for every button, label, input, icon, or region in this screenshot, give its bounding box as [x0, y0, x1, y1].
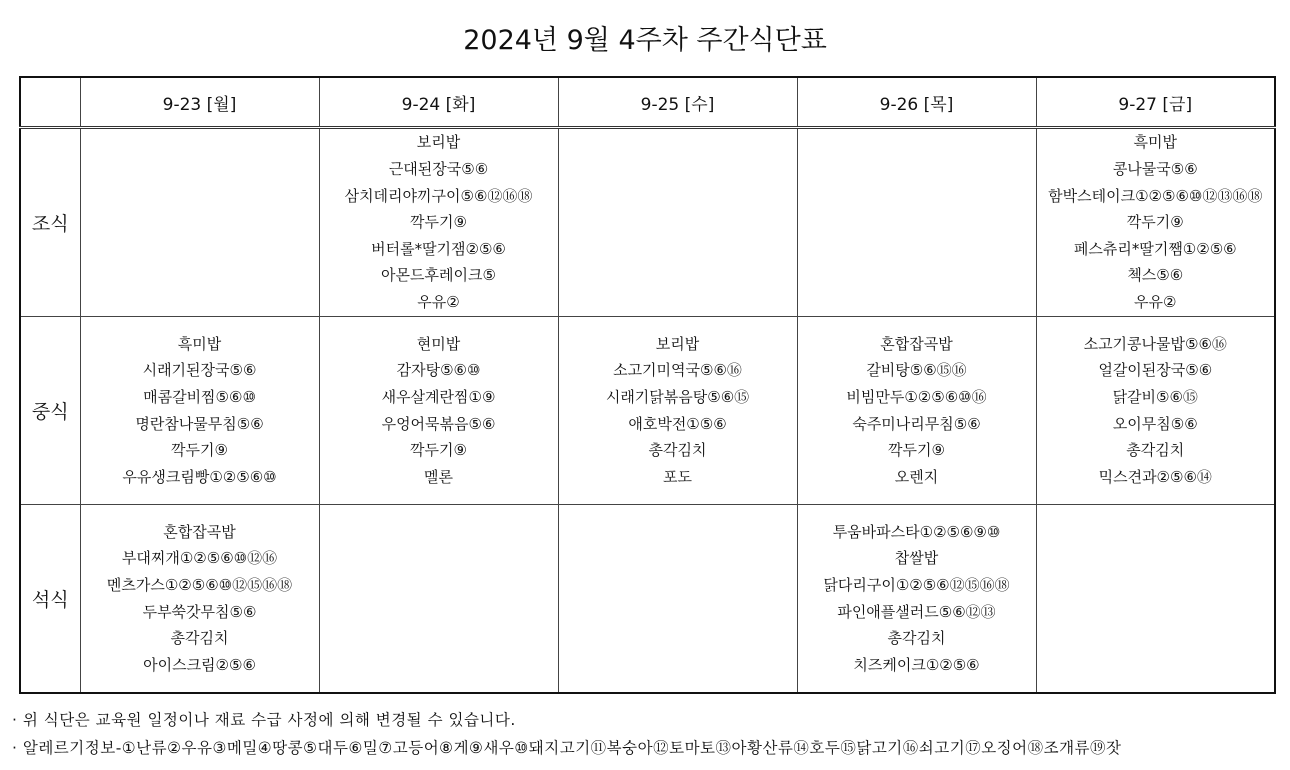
breakfast-row	[20, 128, 1275, 317]
menu-item: 숙주미나리무침⑤⑥	[852, 414, 981, 433]
meal-label: 석식	[20, 505, 80, 694]
menu-item: 총각김치	[170, 629, 229, 648]
day-header: 9-24 [화]	[319, 77, 558, 128]
menu-cell	[1036, 317, 1275, 505]
menu-item: 포도	[663, 467, 692, 486]
day-header: 9-27 [금]	[1036, 77, 1275, 128]
menu-item: 갈비탕⑤⑥⑮⑯	[866, 361, 967, 380]
menu-item: 비빔만두①②⑤⑥⑩⑯	[846, 387, 987, 406]
menu-item: 깍두기⑨	[410, 441, 467, 460]
menu-cell	[558, 317, 797, 505]
lunch-row	[20, 317, 1275, 505]
day-header: 9-23 [월]	[80, 77, 319, 128]
menu-cell	[319, 317, 558, 505]
menu-item: 소고기미역국⑤⑥⑯	[613, 361, 742, 380]
menu-item: 우유②	[1134, 292, 1177, 311]
menu-cell	[80, 505, 319, 694]
corner-cell	[20, 77, 80, 128]
menu-cell	[80, 317, 319, 505]
menu-item: 흑미밥	[177, 334, 222, 353]
menu-item: 오이무침⑤⑥	[1112, 414, 1198, 433]
menu-item: 아이스크림②⑤⑥	[143, 655, 256, 674]
menu-item: 총각김치	[1126, 441, 1185, 460]
menu-item: 시래기된장국⑤⑥	[142, 361, 257, 380]
menu-item: 명란참나물무침⑤⑥	[135, 414, 264, 433]
menu-item: 파인애플샐러드⑤⑥⑫⑬	[837, 602, 996, 621]
menu-item: 보리밥	[416, 133, 461, 152]
menu-item: 깍두기⑨	[1126, 213, 1184, 232]
menu-item: 닭다리구이①②⑤⑥⑫⑮⑯⑱	[823, 575, 1010, 594]
menu-cell	[319, 505, 558, 694]
menu-item: 새우살계란찜①⑨	[381, 387, 496, 406]
menu-item: 시래기닭볶음탕⑤⑥⑮	[605, 387, 750, 406]
menu-item: 멜론	[424, 467, 453, 486]
menu-item: 근대된장국⑤⑥	[388, 160, 489, 179]
menu-cell	[797, 128, 1036, 317]
menu-item: 보리밥	[655, 334, 700, 353]
dinner-row	[20, 505, 1275, 694]
menu-item: 부대찌개①②⑤⑥⑩⑫⑯	[121, 549, 278, 568]
menu-item: 찹쌀밥	[894, 549, 939, 568]
menu-item: 첵스⑤⑥	[1127, 266, 1184, 285]
menu-item: 함박스테이크①②⑤⑥⑩⑫⑬⑯⑱	[1048, 186, 1263, 205]
meal-label: 조식	[20, 128, 80, 317]
menu-cell	[797, 317, 1036, 505]
menu-item: 우유생크림빵①②⑤⑥⑩	[122, 467, 277, 486]
menu-item: 우유②	[417, 292, 460, 311]
menu-item: 두부쑥갓무침⑤⑥	[142, 602, 257, 621]
header-row	[20, 77, 1275, 128]
menu-item: 페스츄리*딸기쨈①②⑤⑥	[1073, 239, 1237, 258]
meal-label: 중식	[20, 317, 80, 505]
notes	[12, 706, 1122, 762]
menu-item: 믹스견과②⑤⑥⑭	[1098, 467, 1212, 486]
menu-item: 소고기콩나물밥⑤⑥⑯	[1083, 334, 1227, 353]
menu-item: 깍두기⑨	[888, 441, 945, 460]
allergy-info: · 알레르기정보-①난류②우유③메밀④땅콩⑤대두⑥밀⑦고등어⑧게⑨새우⑩돼지고기⑪복숭아⑫토마토⑬아황산류⑭호두⑮닭고기⑯쇠고기⑰오징어⑱조개류⑲잣	[12, 739, 1122, 757]
menu-item: 매콤갈비찜⑤⑥⑩	[143, 387, 256, 406]
menu-item: 애호박전①⑤⑥	[628, 414, 727, 433]
menu-item: 총각김치	[648, 441, 707, 460]
menu-item: 닭갈비⑤⑥⑮	[1112, 387, 1198, 406]
day-header: 9-25 [수]	[558, 77, 797, 128]
menu-cell	[558, 505, 797, 694]
menu-item: 얼갈이된장국⑤⑥	[1098, 361, 1213, 380]
menu-item: 투움바파스타①②⑤⑥⑨⑩	[832, 522, 1001, 541]
menu-item: 현미밥	[416, 334, 461, 353]
menu-item: 혼합잡곡밥	[880, 334, 953, 353]
day-header: 9-26 [목]	[797, 77, 1036, 128]
menu-cell	[1036, 505, 1275, 694]
menu-item: 깍두기⑨	[410, 213, 467, 232]
menu-item: 흑미밥	[1133, 133, 1177, 152]
menu-item: 치즈케이크①②⑤⑥	[853, 655, 980, 674]
weekly-menu-table	[19, 76, 1276, 694]
menu-item: 콩나물국⑤⑥	[1112, 160, 1198, 179]
menu-item: 깍두기⑨	[171, 441, 228, 460]
menu-item: 감자탕⑤⑥⑩	[396, 361, 481, 380]
menu-cell	[80, 128, 319, 317]
menu-item: 멘츠가스①②⑤⑥⑩⑫⑮⑯⑱	[106, 575, 293, 594]
menu-item: 아몬드후레이크⑤	[381, 266, 496, 285]
menu-item: 삼치데리야끼구이⑤⑥⑫⑯⑱	[344, 186, 533, 205]
menu-cell	[558, 128, 797, 317]
menu-item: 총각김치	[887, 629, 946, 648]
page-title: 2024년 9월 4주차 주간식단표	[463, 25, 827, 56]
menu-cell	[1036, 128, 1275, 317]
menu-cell	[797, 505, 1036, 694]
menu-item: 우엉어묵볶음⑤⑥	[381, 414, 496, 433]
menu-item: 버터롤*딸기잼②⑤⑥	[371, 239, 506, 258]
menu-item: 오렌지	[894, 467, 939, 486]
change-notice: · 위 식단은 교육원 일정이나 재료 수급 사정에 의해 변경될 수 있습니다.	[12, 711, 516, 729]
menu-cell	[319, 128, 558, 317]
menu-item: 혼합잡곡밥	[163, 522, 236, 541]
